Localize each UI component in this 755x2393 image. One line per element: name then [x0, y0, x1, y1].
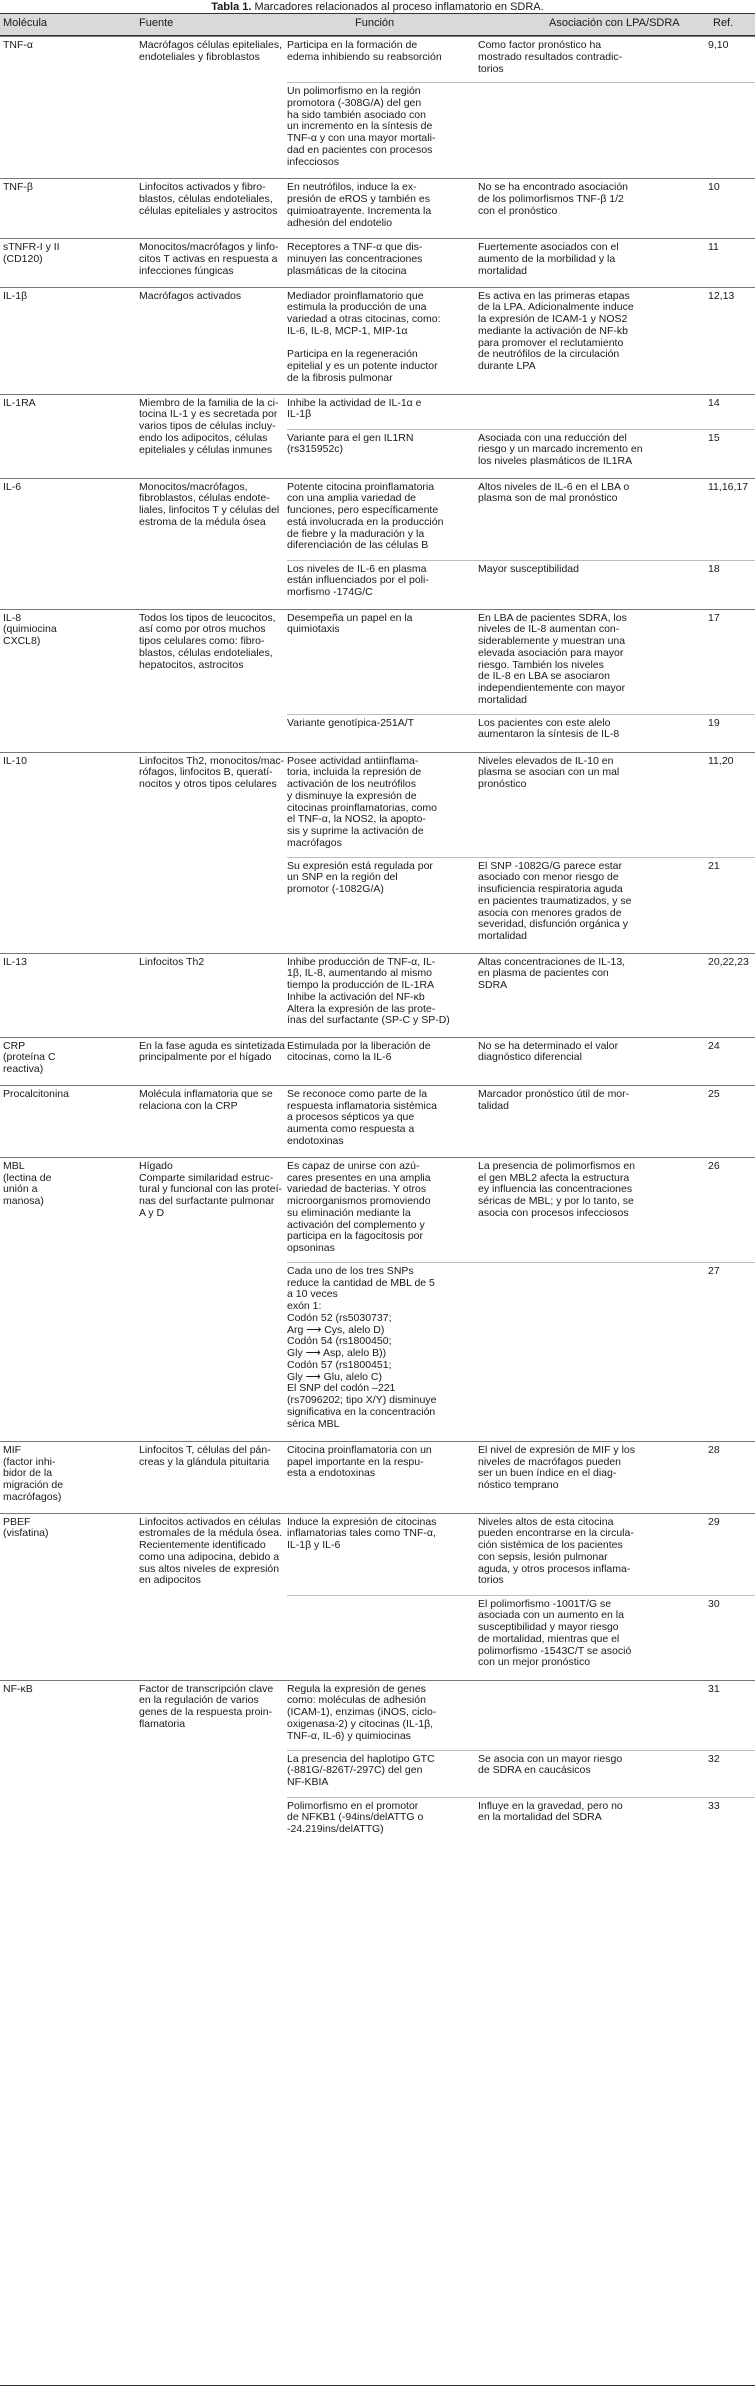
cell-fuente: Monocitos/macrófagos, fibroblastos, células endote- liales, linfocitos T y células del estroma de la médula ósea: [139, 478, 287, 609]
caption-text: Marcadores relacionados al proceso inflamatorio en SDRA.: [251, 1, 544, 13]
cell-asociacion: Se asocia con un mayor riesgo de SDRA en caucásicos: [478, 1750, 708, 1790]
cell-fuente: Linfocitos activados y fibro- blastos, células endoteliales, células epiteliales y astrocitos: [139, 179, 287, 239]
cell-funcion: Regula la expresión de genes como: moléculas de adhesión (ICAM-1), enzimas (iNOS, ciclo- oxigenasa-2) y citocinas (IL-1β, TNF-α, IL-6) y quimiocinas: [287, 1682, 437, 1742]
cell-ref-group: [708, 1085, 755, 1157]
cell-ref-group: [708, 287, 755, 394]
cell-molecula: NF-κB: [0, 1680, 139, 1846]
cell-ref: 15: [708, 429, 755, 469]
cell-funcion: Su expresión está regulada por un SNP en la región del promotor (-1082G/A): [287, 857, 478, 944]
cell-ref: 31: [708, 1682, 720, 1695]
cell-fuente: En la fase aguda es sintetizada principalmente por el hígado: [139, 1037, 287, 1085]
cell-molecula: PBEF (visfatina): [0, 1513, 139, 1680]
cell-funcion: Polimorfismo en el promotor de NFKB1 (-94ins/delATTG o -24.219ins/delATTG): [287, 1797, 478, 1837]
cell-asociacion: Como factor pronóstico ha mostrado resultados contradic- torios: [478, 39, 623, 75]
cell-funcion: Un polimorfismo en la región promotora (-308G/A) del gen ha sido también asociado con un incremento en la síntesis de TNF-α y con una mayor mortali- dad en pacientes con procesos infecciosos: [287, 82, 478, 169]
cell-asociacion: El SNP -1082G/G parece estar asociado con menor riesgo de insuficiencia respiratoria aguda en pacientes traumatizados, y se asocia con menores grados de severidad, disfunción orgánica y mortalidad: [478, 857, 708, 944]
cell-molecula: TNF-β: [0, 179, 139, 239]
cell-ref: 9,10: [708, 39, 729, 51]
cell-ref: 17: [708, 611, 720, 624]
cell-molecula: IL-1RA: [0, 394, 139, 478]
cell-ref: 12,13: [708, 289, 735, 302]
cell-ref: 33: [708, 1797, 755, 1837]
cell-funcion: La presencia del haplotipo GTC (-881G/-826T/-297C) del gen NF-KBIA: [287, 1750, 478, 1790]
cell-asociacion: Altos niveles de IL-6 en el LBA o plasma son de mal pronóstico: [478, 480, 630, 505]
cell-ref-group: [708, 752, 755, 953]
cell-funcion-group: [287, 752, 478, 953]
cell-ref-group: [708, 1680, 755, 1846]
cell-asociacion-group: [478, 37, 708, 179]
cell-asociacion: [478, 1262, 708, 1432]
cell-asociacion-group: [478, 1441, 708, 1513]
cell-ref: 26: [708, 1159, 720, 1172]
cell-fuente: Miembro de la familia de la ci- tocina IL-1 y es secretada por varios tipos de células incluy- endo los adipocitos, células epiteliales y células inmunes: [139, 394, 287, 478]
cell-funcion: Mediador proinflamatorio que estimula la producción de una variedad a otras citocinas, como: IL-6, IL-8, MCP-1, MIP-1α Participa en la regeneración epitelial y es un potente inductor de la fibrosis pulmonar: [287, 289, 441, 384]
cell-asociacion: El polimorfismo -1001T/G se asociada con un aumento en la susceptibilidad y mayor riesgo de mortalidad, mientras que el polimorfismo -1543C/T se asoció con un mejor pronóstico: [478, 1595, 708, 1671]
cell-molecula: IL-6: [0, 478, 139, 609]
cell-funcion-group: [287, 239, 478, 287]
table-row: [0, 37, 755, 179]
cell-funcion: En neutrófilos, induce la ex- presión de eROS y también es quimioatrayente. Incrementa la adhesión del endotelio: [287, 181, 432, 229]
cell-ref: 11: [708, 241, 719, 254]
cell-ref: 18: [708, 560, 755, 600]
cell-funcion: Se reconoce como parte de la respuesta inflamatoria sistémica a procesos sépticos ya que aumenta como respuesta a endotoxinas: [287, 1087, 437, 1147]
cell-ref: 10: [708, 181, 720, 194]
cell-asociacion: No se ha determinado el valor diagnóstico diferencial: [478, 1039, 619, 1064]
caption-prefix: Tabla 1.: [211, 1, 252, 13]
cell-fuente: Linfocitos Th2, monocitos/mac- rófagos, linfocitos B, queratí- nocitos y otros tipos celulares: [139, 752, 287, 953]
header-funcion: Función: [355, 17, 395, 29]
table-row: [0, 1157, 755, 1441]
cell-ref: 14: [708, 396, 720, 409]
cell-molecula: IL-1β: [0, 287, 139, 394]
cell-asociacion-group: [478, 1085, 708, 1157]
cell-ref-group: [708, 1441, 755, 1513]
cell-asociacion: Niveles altos de esta citocina pueden encontrarse en la circula- ción sistémica de los pacientes con sepsis, lesión pulmonar aguda, y otros procesos inflama- torios: [478, 1515, 634, 1587]
cell-funcion-group: [287, 1037, 478, 1085]
cell-funcion: Posee actividad antiinflama- toria, incluida la represión de activación de los neutrófilos y disminuye la expresión de citocinas proinflamatorias, como el TNF-α, la NOS2, la apopto- sis y suprime la activación de macrófagos: [287, 754, 437, 849]
cell-ref-group: [708, 239, 755, 287]
cell-molecula: TNF-α: [0, 37, 139, 179]
table-row: [0, 752, 755, 953]
cell-ref-group: [708, 37, 755, 179]
cell-funcion-group: [287, 1441, 478, 1513]
cell-molecula: MIF (factor inhi- bidor de la migración de macrófagos): [0, 1441, 139, 1513]
cell-funcion-group: [287, 179, 478, 239]
cell-molecula: Procalcitonina: [0, 1085, 139, 1157]
cell-fuente: Macrófagos activados: [139, 287, 287, 394]
cell-funcion-group: [287, 37, 478, 179]
cell-funcion: [287, 1595, 478, 1671]
cell-ref: [708, 82, 755, 169]
cell-funcion: Participa en la formación de edema inhibiendo su reabsorción: [287, 39, 442, 63]
cell-funcion: Inhibe producción de TNF-α, IL- 1β, IL-8, aumentando al mismo tiempo la producción de IL-1RA Inhibe la activación del NF-κb Altera la expresión de las prote- ínas del surfactante (SP-C y SP-D): [287, 955, 450, 1027]
cell-asociacion-group: [478, 1157, 708, 1441]
cell-fuente: Linfocitos T, células del pán- creas y la glándula pituitaria: [139, 1441, 287, 1513]
cell-asociacion-group: [478, 752, 708, 953]
cell-ref-group: [708, 179, 755, 239]
cell-molecula: IL-10: [0, 752, 139, 953]
cell-funcion-group: [287, 1680, 478, 1846]
cell-asociacion-group: [478, 478, 708, 609]
table-row: [0, 1037, 755, 1085]
cell-funcion-group: [287, 394, 478, 478]
cell-asociacion: Asociada con una reducción del riesgo y un marcado incremento en los niveles plasmáticos de IL1RA: [478, 429, 708, 469]
cell-asociacion-group: [478, 1680, 708, 1846]
cell-ref: 32: [708, 1750, 755, 1790]
cell-fuente: Hígado Comparte similaridad estruc- tural y funcional con las proteí- nas del surfactante pulmonar A y D: [139, 1157, 287, 1441]
cell-asociacion: Influye en la gravedad, pero no en la mortalidad del SDRA: [478, 1797, 708, 1837]
cell-asociacion-group: [478, 953, 708, 1037]
cell-asociacion-group: [478, 1037, 708, 1085]
table-row: [0, 478, 755, 609]
markers-table: [0, 36, 755, 1846]
table-row: [0, 1513, 755, 1680]
cell-fuente: Linfocitos activados en células estromales de la médula ósea. Recientemente identificado como una adipocina, debido a sus altos niveles de expresión en adipocitos: [139, 1513, 287, 1680]
cell-ref-group: [708, 953, 755, 1037]
cell-ref-group: [708, 1513, 755, 1680]
header-fuente: Fuente: [139, 17, 174, 29]
cell-funcion: Cada uno de los tres SNPs reduce la cantidad de MBL de 5 a 10 veces exón 1: Codón 52 (rs5030737; Arg ⟶ Cys, alelo D) Codón 54 (rs1800450; Gly ⟶ Asp, alelo B)) Codón 57 (rs1800451; Gly ⟶ Glu, alelo C) El SNP del codón –221 (rs7096202; tipo X/Y) disminuye significativa en la concentración sérica MBL: [287, 1262, 478, 1432]
cell-ref: 30: [708, 1595, 755, 1671]
cell-ref: 11,20: [708, 754, 734, 767]
cell-asociacion: Niveles elevados de IL-10 en plasma se asocian con un mal pronóstico: [478, 754, 620, 790]
cell-funcion-group: [287, 1085, 478, 1157]
cell-ref-group: [708, 478, 755, 609]
header-ref: Ref.: [713, 17, 734, 29]
cell-molecula: IL-8 (quimiocina CXCL8): [0, 609, 139, 752]
cell-funcion: Es capaz de unirse con azú- cares presentes en una amplia variedad de bacterias. Y otros microorganismos promoviendo su eliminación mediante la activación del complemento y participa en la fagocitosis por opsoninas: [287, 1159, 431, 1254]
cell-funcion: Citocina proinflamatoria con un papel importante en la respu- esta a endotoxinas: [287, 1443, 432, 1480]
cell-funcion: Potente citocina proinflamatoria con una amplia variedad de funciones, pero específicamente está involucrada en la producción de fiebre y la maduración y la diferenciación de las células B: [287, 480, 444, 552]
cell-funcion: Los niveles de IL-6 en plasma están influenciados por el poli- morfismo -174G/C: [287, 560, 478, 600]
cell-ref: 19: [708, 714, 755, 743]
cell-asociacion: La presencia de polimorfismos en el gen MBL2 afecta la estructura ey influencia las concentraciones séricas de MBL; y por lo tanto, se asocia con procesos infecciosos: [478, 1159, 635, 1219]
cell-funcion: Desempeña un papel en la quimiotaxis: [287, 611, 413, 636]
cell-funcion-group: [287, 287, 478, 394]
cell-ref-group: [708, 609, 755, 752]
cell-funcion: Variante para el gen IL1RN (rs315952c): [287, 429, 478, 469]
cell-ref: 21: [708, 857, 755, 944]
cell-fuente: Todos los tipos de leucocitos, así como por otros muchos tipos celulares como: fibro- blastos, células endoteliales, hepatocitos, astrocitos: [139, 609, 287, 752]
cell-fuente: Monocitos/macrófagos y linfo- citos T activas en respuesta a infecciones fúngicas: [139, 239, 287, 287]
cell-asociacion: [478, 1681, 708, 1743]
table-row: [0, 609, 755, 752]
cell-asociacion: Marcador pronóstico útil de mor- talidad: [478, 1087, 630, 1112]
cell-asociacion: Es activa en las primeras etapas de la LPA. Adicionalmente induce la expresión de ICAM-1 y NOS2 mediante la activación de NF-kb para promover el reclutamiento de neutrófilos de la circulación durante LPA: [478, 289, 634, 372]
cell-ref: 28: [708, 1443, 720, 1456]
cell-fuente: Linfocitos Th2: [139, 953, 287, 1037]
cell-asociacion: Altas concentraciones de IL-13, en plasma de pacientes con SDRA: [478, 955, 626, 991]
cell-molecula: sTNFR-I y II (CD120): [0, 239, 139, 287]
cell-ref: 25: [708, 1087, 720, 1100]
cell-funcion: Receptores a TNF-α que dis- minuyen las concentraciones plasmáticas de la citocina: [287, 241, 423, 277]
table-row: [0, 239, 755, 287]
cell-asociacion: En LBA de pacientes SDRA, los niveles de IL-8 aumentan con- siderablemente y muestran una elevada asociación para mayor riesgo. También los niveles de IL-8 en LBA se asociaron independientemente con mayor mortalidad: [478, 611, 627, 706]
header-asociacion: Asociación con LPA/SDRA: [549, 17, 680, 29]
cell-asociacion: [478, 82, 708, 169]
cell-ref-group: [708, 394, 755, 478]
cell-asociacion: No se ha encontrado asociación de los polimorfismos TNF-β 1/2 con el pronóstico: [478, 181, 629, 217]
cell-funcion: Inhibe la actividad de IL-1α e IL-1β: [287, 396, 422, 421]
cell-ref-group: [708, 1157, 755, 1441]
cell-asociacion-group: [478, 609, 708, 752]
cell-fuente: Macrófagos células epiteliales, endoteliales y fibroblastos: [139, 37, 287, 179]
cell-molecula: MBL (lectina de unión a manosa): [0, 1157, 139, 1441]
table-row: [0, 394, 755, 478]
cell-molecula: CRP (proteína C reactiva): [0, 1037, 139, 1085]
cell-funcion-group: [287, 478, 478, 609]
cell-ref: 24: [708, 1039, 720, 1052]
cell-fuente: Molécula inflamatoria que se relaciona con la CRP: [139, 1085, 287, 1157]
table-row: [0, 1441, 755, 1513]
cell-asociacion-group: [478, 394, 708, 478]
cell-funcion: Estimulada por la liberación de citocinas, como la IL-6: [287, 1039, 431, 1064]
table-caption: [0, 1, 755, 13]
cell-molecula: IL-13: [0, 953, 139, 1037]
cell-ref-group: [708, 1037, 755, 1085]
cell-funcion-group: [287, 1157, 478, 1441]
table-header: [0, 13, 755, 36]
table-row: [0, 1680, 755, 1846]
cell-asociacion: Mayor susceptibilidad: [478, 560, 708, 600]
cell-asociacion-group: [478, 239, 708, 287]
table-row: [0, 179, 755, 239]
table-row: [0, 1085, 755, 1157]
cell-asociacion: El nivel de expresión de MIF y los niveles de macrófagos pueden ser un buen índice en el diag- nóstico temprano: [478, 1443, 635, 1491]
cell-fuente: Factor de transcripción clave en la regulación de varios genes de la respuesta proin- flamatoria: [139, 1680, 287, 1846]
table-bottom-rule: [0, 2385, 755, 2386]
header-molecula: Molécula: [3, 17, 48, 29]
table-row: [0, 287, 755, 394]
cell-asociacion: Los pacientes con este alelo aumentaron la síntesis de IL-8: [478, 714, 708, 743]
table-row: [0, 953, 755, 1037]
cell-ref: 11,16,17: [708, 480, 749, 493]
cell-ref: 20,22,23: [708, 955, 749, 968]
cell-ref: 29: [708, 1515, 720, 1528]
cell-funcion-group: [287, 1513, 478, 1680]
cell-asociacion-group: [478, 179, 708, 239]
cell-ref: 27: [708, 1262, 755, 1432]
cell-asociacion-group: [478, 1513, 708, 1680]
cell-funcion-group: [287, 953, 478, 1037]
cell-funcion: Variante genotípica-251A/T: [287, 714, 478, 743]
cell-funcion: Induce la expresión de citocinas inflamatorias tales como TNF-α, IL-1β y IL-6: [287, 1515, 437, 1551]
cell-asociacion: Fuertemente asociados con el aumento de la morbilidad y la mortalidad: [478, 241, 619, 277]
cell-asociacion-group: [478, 287, 708, 394]
cell-funcion-group: [287, 609, 478, 752]
cell-asociacion: [478, 395, 708, 422]
